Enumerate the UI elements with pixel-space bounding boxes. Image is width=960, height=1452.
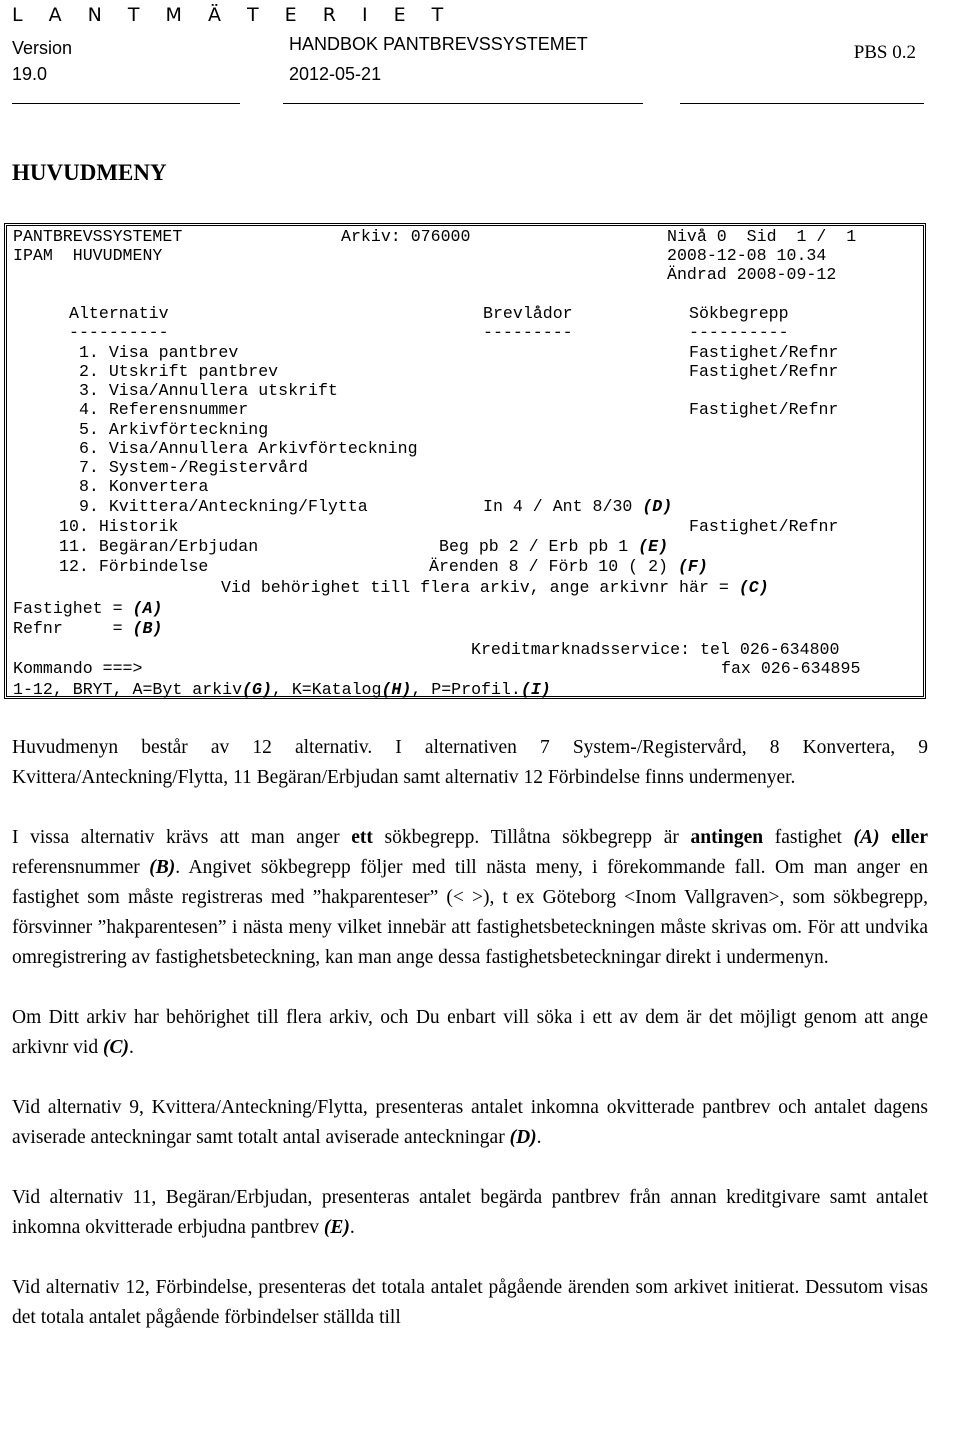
command-input[interactable]: Kommando ===> — [13, 659, 143, 678]
section-title: HUVUDMENY — [12, 160, 167, 185]
column-underline: ---------- — [69, 323, 169, 342]
terminal-screen — [4, 223, 926, 699]
column-header-sokbegrepp: Sökbegrepp — [689, 304, 789, 323]
version-label: Version — [12, 38, 73, 58]
body-text — [12, 733, 928, 1363]
header-rule-right — [680, 103, 924, 104]
mailbox-count-9: In 4 / Ant 8/30 (D) — [483, 497, 673, 516]
archive-number: Arkiv: 076000 — [341, 227, 471, 246]
document-date: 2012-05-21 — [289, 64, 382, 84]
menu-item-1[interactable]: 1. Visa pantbrev — [69, 343, 239, 362]
search-term-4: Fastighet/Refnr — [689, 400, 839, 419]
paragraph-search-terms: I vissa alternativ krävs att man anger ett sökbegrepp. Tillåtna sökbegrepp är antingen fastighet (A) eller referensnummer (B). Angivet sökbegrepp följer med till nästa meny, i förekommande fall. Om man anger en fastighet som måste registreras med ”hakparenteser” (< >), t ex Göteborg <Inom Vallgraven>, som sökbegrepp, försvinner ”hakparentesen” i nästa meny vilket innebär att fastighetsbeteckningen måste skrivas om. För att undvika omregistrering av fastighetsbeteckning, kan man ange dessa fastighetsbeteckningar direkt i undermenyn. — [12, 827, 928, 968]
paragraph-alternative-12: Vid alternativ 12, Förbindelse, presenteras det totala antalet pågående ärenden som arkivet initierat. Dessutom visas det totala antalet pågående förbindelser ställda till — [12, 1277, 928, 1328]
level-page-indicator: Nivå 0 Sid 1 / 1 — [667, 227, 857, 246]
search-term-10: Fastighet/Refnr — [689, 517, 839, 536]
paragraph-alternative-9: Vid alternativ 9, Kvittera/Anteckning/Flytta, presenteras antalet inkomna okvitterade pantbrev och antalet dagens aviserade anteckningar samt totalt antal aviserade anteckningar (D). — [12, 1097, 928, 1148]
menu-item-7[interactable]: 7. System-/Registervård — [69, 458, 309, 477]
column-header-brevlador: Brevlådor — [483, 304, 573, 323]
menu-item-11[interactable]: 11. Begäran/Erbjudan — [59, 537, 259, 556]
handbook-title: HANDBOK PANTBREVSSYSTEMET — [289, 34, 588, 54]
fastighet-field[interactable]: Fastighet = (A) — [13, 599, 163, 618]
menu-item-4[interactable]: 4. Referensnummer — [69, 400, 249, 419]
menu-item-3[interactable]: 3. Visa/Annullera utskrift — [69, 381, 338, 400]
timestamp: 2008-12-08 10.34 — [667, 246, 827, 265]
column-underline: --------- — [483, 323, 573, 342]
paragraph-archive: Om Ditt arkiv har behörighet till flera arkiv, och Du enbart vill söka i ett av dem är det möjligt genom att ange arkivnr vid (C). — [12, 1007, 928, 1058]
paragraph-alternative-11: Vid alternativ 11, Begäran/Erbjudan, presenteras antalet begärda pantbrev från annan kreditgivare samt antalet inkomna okvitterade erbjudna pantbrev (E). — [12, 1187, 928, 1238]
program-name: IPAM HUVUDMENY — [13, 246, 163, 265]
menu-item-9[interactable]: 9. Kvittera/Anteckning/Flytta — [69, 497, 368, 516]
archive-prompt[interactable]: Vid behörighet till flera arkiv, ange arkivnr här = (C) — [221, 578, 769, 597]
menu-item-2[interactable]: 2. Utskrift pantbrev — [69, 362, 279, 381]
menu-item-5[interactable]: 5. Arkivförteckning — [69, 420, 269, 439]
header-rule-left — [12, 103, 240, 104]
page-code: PBS 0.2 — [853, 42, 916, 63]
service-fax: fax 026-634895 — [721, 659, 861, 678]
header-rule-middle — [283, 103, 643, 104]
search-term-1: Fastighet/Refnr — [689, 343, 839, 362]
menu-item-10[interactable]: 10. Historik — [59, 517, 179, 536]
function-key-line: 1-12, BRYT, A=Byt arkiv(G), K=Katalog(H), P=Profil.(I) — [13, 680, 551, 699]
search-term-2: Fastighet/Refnr — [689, 362, 839, 381]
paragraph-overview: Huvudmenyn består av 12 alternativ. I alternativen 7 System-/Registervård, 8 Konvertera, 9 Kvittera/Anteckning/Flytta, 11 Begäran/Erbjudan samt alternativ 12 Förbindelse finns undermenyer. — [12, 737, 928, 788]
menu-item-6[interactable]: 6. Visa/Annullera Arkivförteckning — [69, 439, 418, 458]
menu-item-12[interactable]: 12. Förbindelse — [59, 557, 209, 576]
version-number: 19.0 — [12, 64, 48, 84]
mailbox-count-12: Ärenden 8 / Förb 10 ( 2) (F) — [429, 557, 708, 576]
menu-item-8[interactable]: 8. Konvertera — [69, 477, 209, 496]
mailbox-count-11: Beg pb 2 / Erb pb 1 (E) — [439, 537, 669, 556]
service-phone: Kreditmarknadsservice: tel 026-634800 — [471, 640, 840, 659]
column-header-alternativ: Alternativ — [69, 304, 169, 323]
column-underline: ---------- — [689, 323, 789, 342]
system-name: PANTBREVSSYSTEMET — [13, 227, 183, 246]
brand-logo-text: L A N T M Ä T E R I E T — [12, 4, 454, 26]
refnr-field[interactable]: Refnr = (B) — [13, 619, 163, 638]
changed-date: Ändrad 2008-09-12 — [667, 265, 837, 284]
